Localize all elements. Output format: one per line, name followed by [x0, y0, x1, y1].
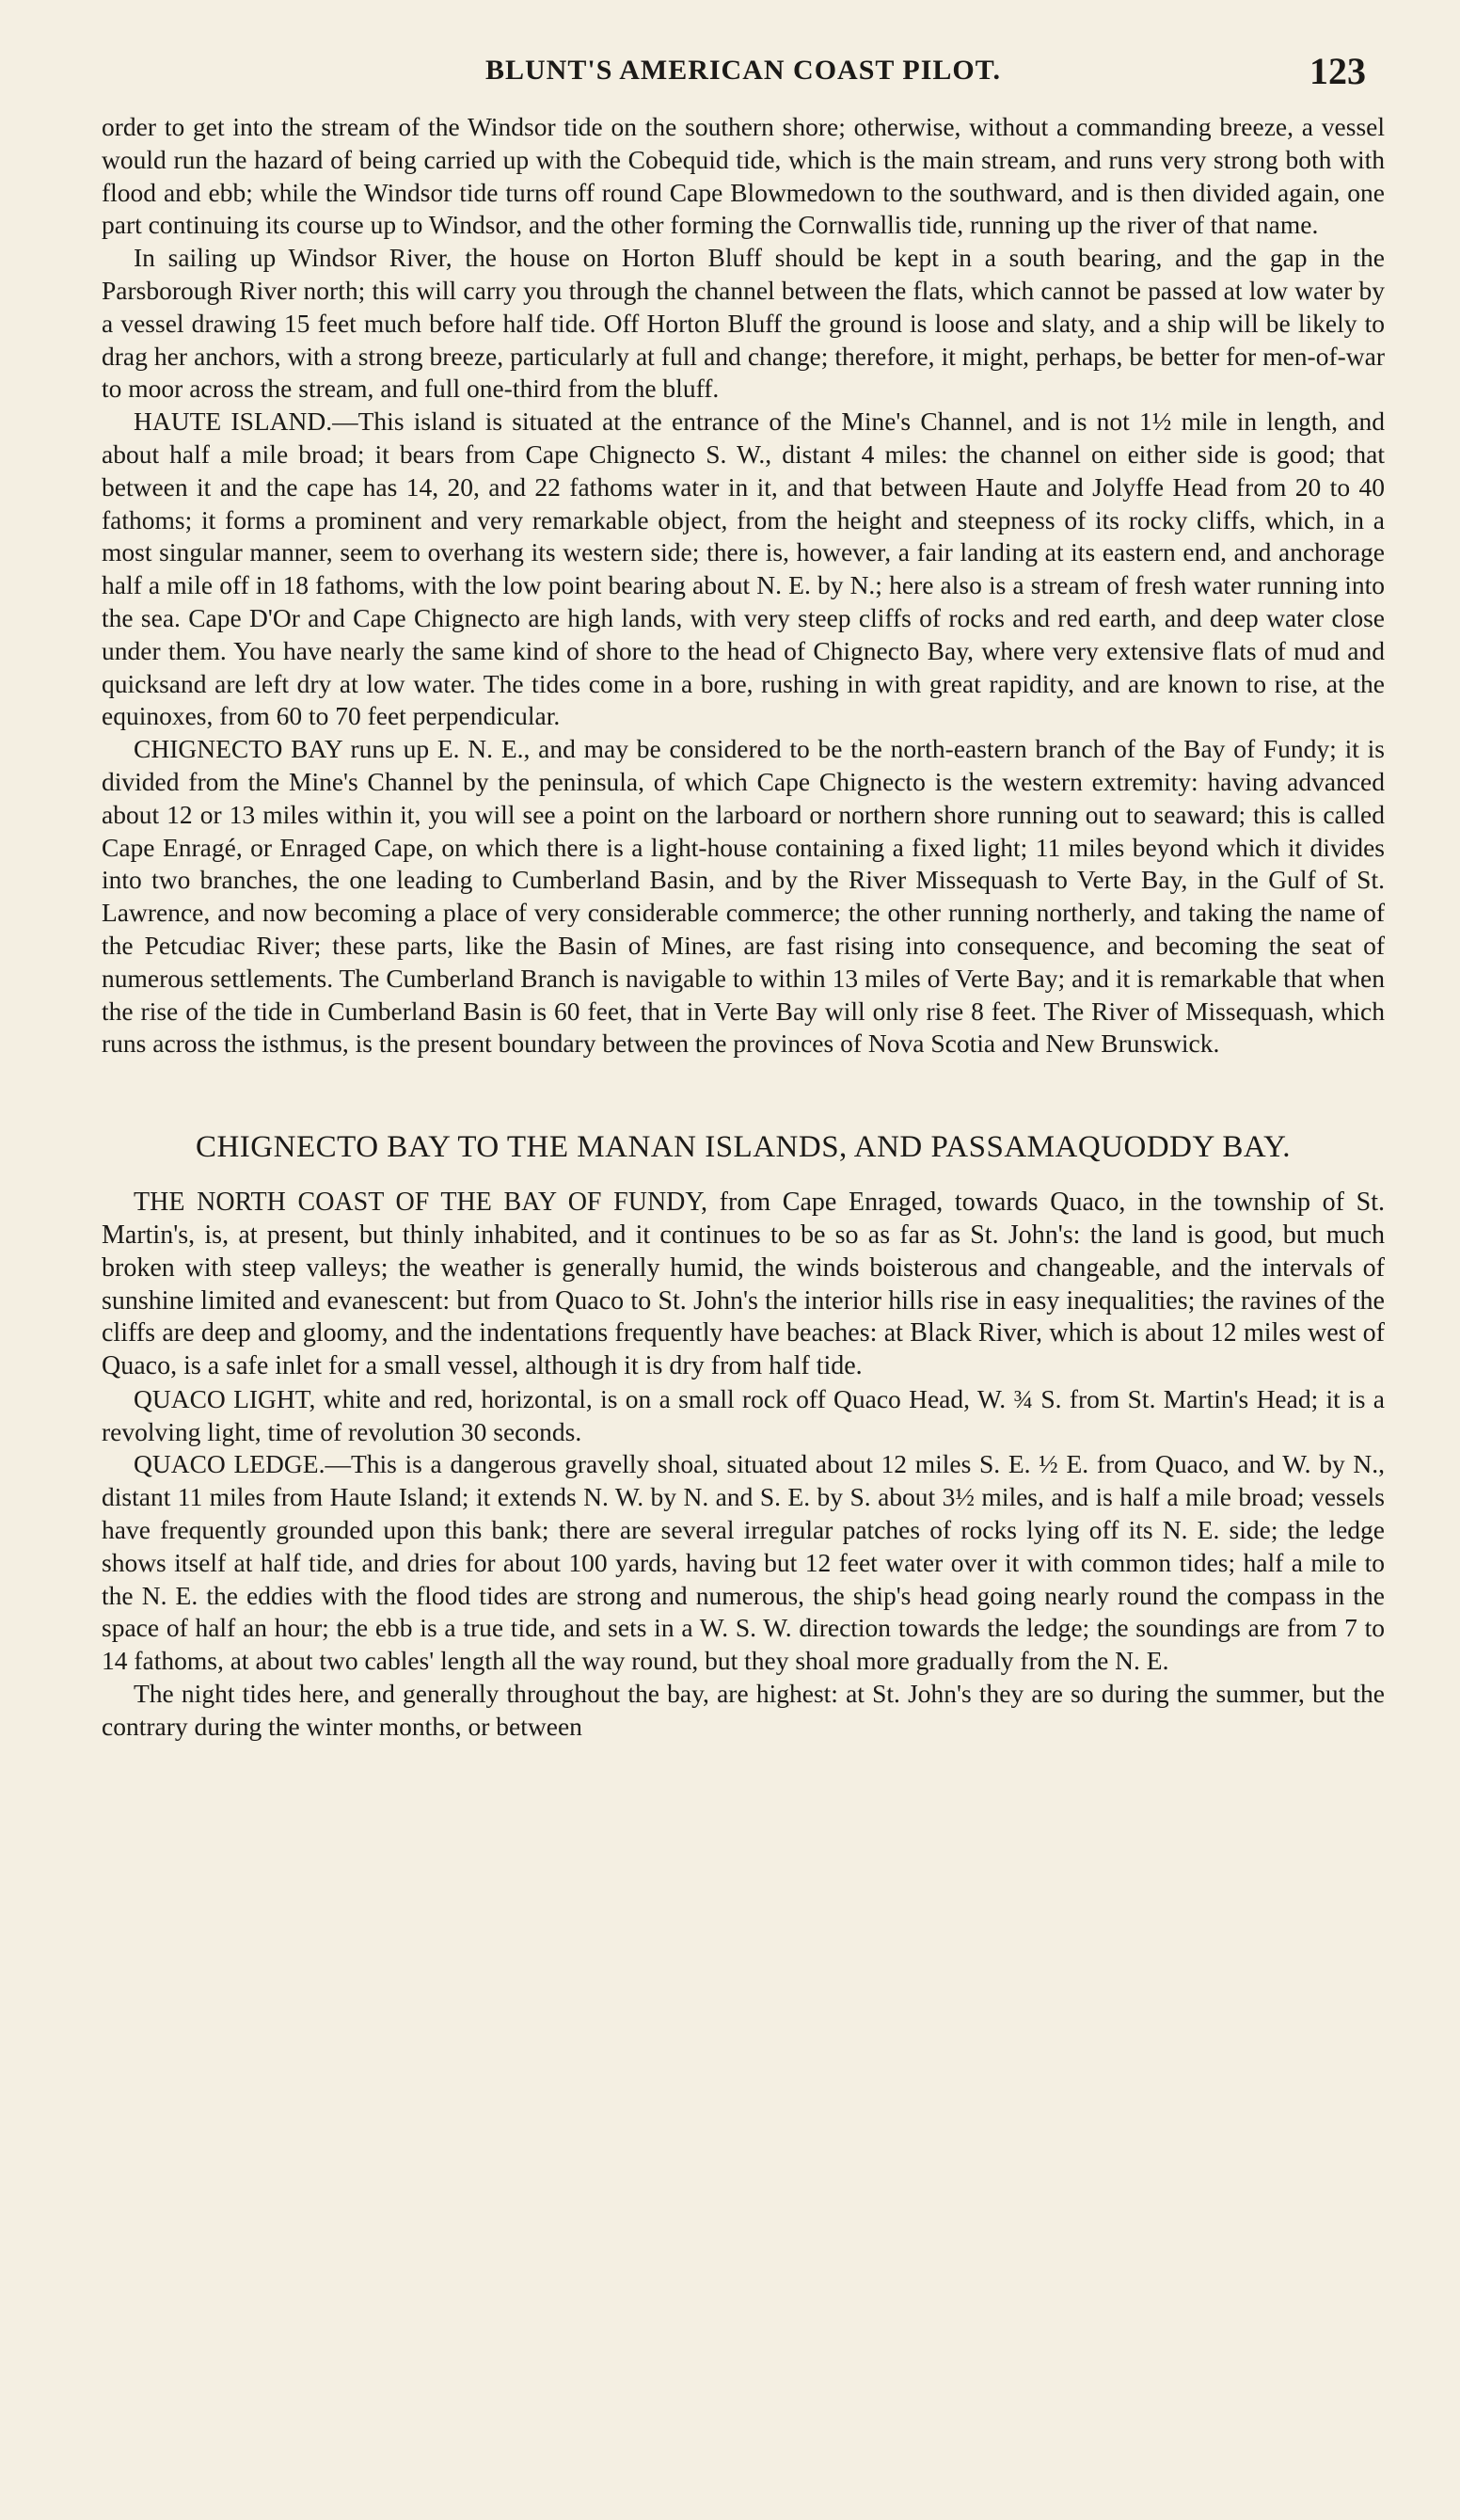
paragraph-windsor-river: In sailing up Windsor River, the house on Horton Bluff should be kept in a south bearing, and the gap in the Parsborough River north; this will carry you through the channel between the flats, which cannot be passed at low water by a vessel drawing 15 feet much before half tide. Off Horton Bluff the ground is loose and slaty, and a ship will be likely to drag her anchors, with a strong breeze, particularly at full and change; therefore, it might, perhaps, be better for men-of-war to moor across the stream, and full one-third from the bluff. [102, 243, 1385, 404]
paragraph-windsor-tide: order to get into the stream of the Windsor tide on the southern shore; otherwise, without a commanding breeze, a vessel would run the hazard of being carried up with the Cobequid tide, which is the main stream, and runs very strong both with flood and ebb; while the Windsor tide turns off round Cape Blowmedown to the southward, and is then divided again, one part continuing its course up to Windsor, and the other forming the Cornwallis tide, running up the river of that name. [102, 112, 1385, 240]
main-text [102, 111, 1385, 1061]
paragraph-night-tides: The night tides here, and generally throughout the bay, are highest: at St. John's they are so during the summer, but the contrary during the winter months, or between [102, 1679, 1385, 1741]
paragraph-north-coast: THE NORTH COAST OF THE BAY OF FUNDY, from Cape Enraged, towards Quaco, in the township of St. Martin's, is, at present, but thinly inhabited, and it continues to be so as far as St. John's: the land is good, but much broken with steep valleys; the weather is generally humid, the winds boisterous and changeable, and the intervals of sunshine limited and evanescent: but from Quaco to St. John's the interior hills rise in easy inequalities; the ravines of the cliffs are deep and gloomy, and the indentations frequently have beaches: at Black River, which is about 12 miles west of Quaco, is a safe inlet for a small vessel, although it is dry from half tide. [102, 1188, 1385, 1381]
paragraph-quaco-light: QUACO LIGHT, white and red, horizontal, is on a small rock off Quaco Head, W. ¾ S. from St. Martin's Head; it is a revolving light, time of revolution 30 seconds. [102, 1383, 1385, 1446]
running-title: BLUNT'S AMERICAN COAST PILOT. [485, 55, 1001, 86]
section-heading: CHIGNECTO BAY TO THE MANAN ISLANDS, AND PASSAMAQUODDY BAY. [195, 1130, 1292, 1165]
page-number: 123 [1309, 50, 1366, 92]
paragraph-chignecto-bay: CHIGNECTO BAY runs up E. N. E., and may be considered to be the north-eastern branch of the Bay of Fundy; it is divided from the Mine's Channel by the peninsula, of which Cape Chignecto is the western extremity: having advanced about 12 or 13 miles within it, you will see a point on the larboard or northern shore running out to seaward; this is called Cape Enragé, or Enraged Cape, on which there is a light-house containing a fixed light; 11 miles beyond which it divides into two branches, the one leading to Cumberland Basin, and by the River Missequash to Verte Bay, in the Gulf of St. Lawrence, and now becoming a place of very considerable commerce; the other running northerly, and taking the name of the Petcudiac River; these parts, like the Basin of Mines, are fast rising into consequence, and becoming the seat of numerous settlements. The Cumberland Branch is navigable to within 13 miles of Verte Bay; and it is remarkable that when the rise of the tide in Cumberland Basin is 60 feet, that in Verte Bay will only rise 8 feet. The River of Missequash, which runs across the isthmus, is the present boundary between the provinces of Nova Scotia and New Brunswick. [102, 734, 1385, 1059]
paragraph-quaco-ledge: QUACO LEDGE.—This is a dangerous gravelly shoal, situated about 12 miles S. E. ½ E. from Quaco, and W. by N., distant 11 miles from Haute Island; it extends N. W. by N. and S. E. by S. about 3½ miles, and is half a mile broad; vessels have frequently grounded upon this bank; there are several irregular patches of rocks lying off its N. E. side; the ledge shows itself at half tide, and dries for about 100 yards, having but 12 feet water over it with common tides; half a mile to the N. E. the eddies with the flood tides are strong and numerous, the ship's head going nearly round the compass in the space of half an hour; the ebb is a true tide, and sets in a W. S. W. direction towards the ledge; the soundings are from 7 to 14 fathoms, at about two cables' length all the way round, but they shoal more gradually from the N. E. [102, 1449, 1385, 1676]
running-header [102, 49, 1385, 94]
paragraph-haute-island: HAUTE ISLAND.—This island is situated at the entrance of the Mine's Channel, and is not 1½ mile in length, and about half a mile broad; it bears from Cape Chignecto S. W., distant 4 miles: the channel on either side is good; that between it and the cape has 14, 20, and 22 fathoms water in it, and that between Haute and Jolyffe Head from 20 to 40 fathoms; it forms a prominent and very remarkable object, from the height and steepness of its rocky cliffs, which, in a most singular manner, seem to overhang its western side; there is, however, a fair landing at its eastern end, and anchorage half a mile off in 18 fathoms, with the low point bearing about N. E. by N.; here also is a stream of fresh water running into the sea. Cape D'Or and Cape Chignecto are high lands, with very steep cliffs of rocks and red earth, and deep water close under them. You have nearly the same kind of shore to the head of Chignecto Bay, where very extensive flats of mud and quicksand are left dry at low water. The tides come in a bore, rushing in with great rapidity, and are known to rise, at the equinoxes, from 60 to 70 feet perpendicular. [102, 407, 1385, 731]
section-text [102, 1187, 1385, 1744]
